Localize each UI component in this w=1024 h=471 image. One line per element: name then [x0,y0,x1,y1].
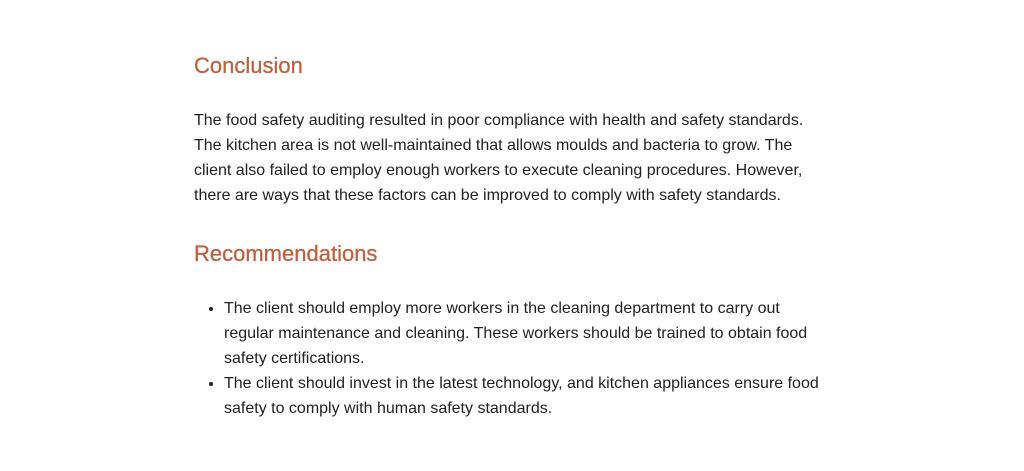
conclusion-heading: Conclusion [194,53,303,78]
document-body [194,50,834,421]
recommendations-list [194,296,834,421]
recommendations-heading: Recommendations [194,241,378,266]
conclusion-paragraph: The food safety auditing resulted in poor compliance with health and safety standards. The kitchen area is not well-maintained that allows moulds and bacteria to grow. The client also failed to employ enough workers to execute cleaning procedures. However, there are ways that these factors can be improved to comply with safety standards. [194,112,804,204]
list-item: • The client should employ more workers in the cleaning department to carry out regular maintenance and cleaning. These workers should be trained to obtain food safety certifications. [224,296,834,371]
list-item: • The client should invest in the latest technology, and kitchen appliances ensure food safety to comply with human safety standards. [224,371,834,421]
